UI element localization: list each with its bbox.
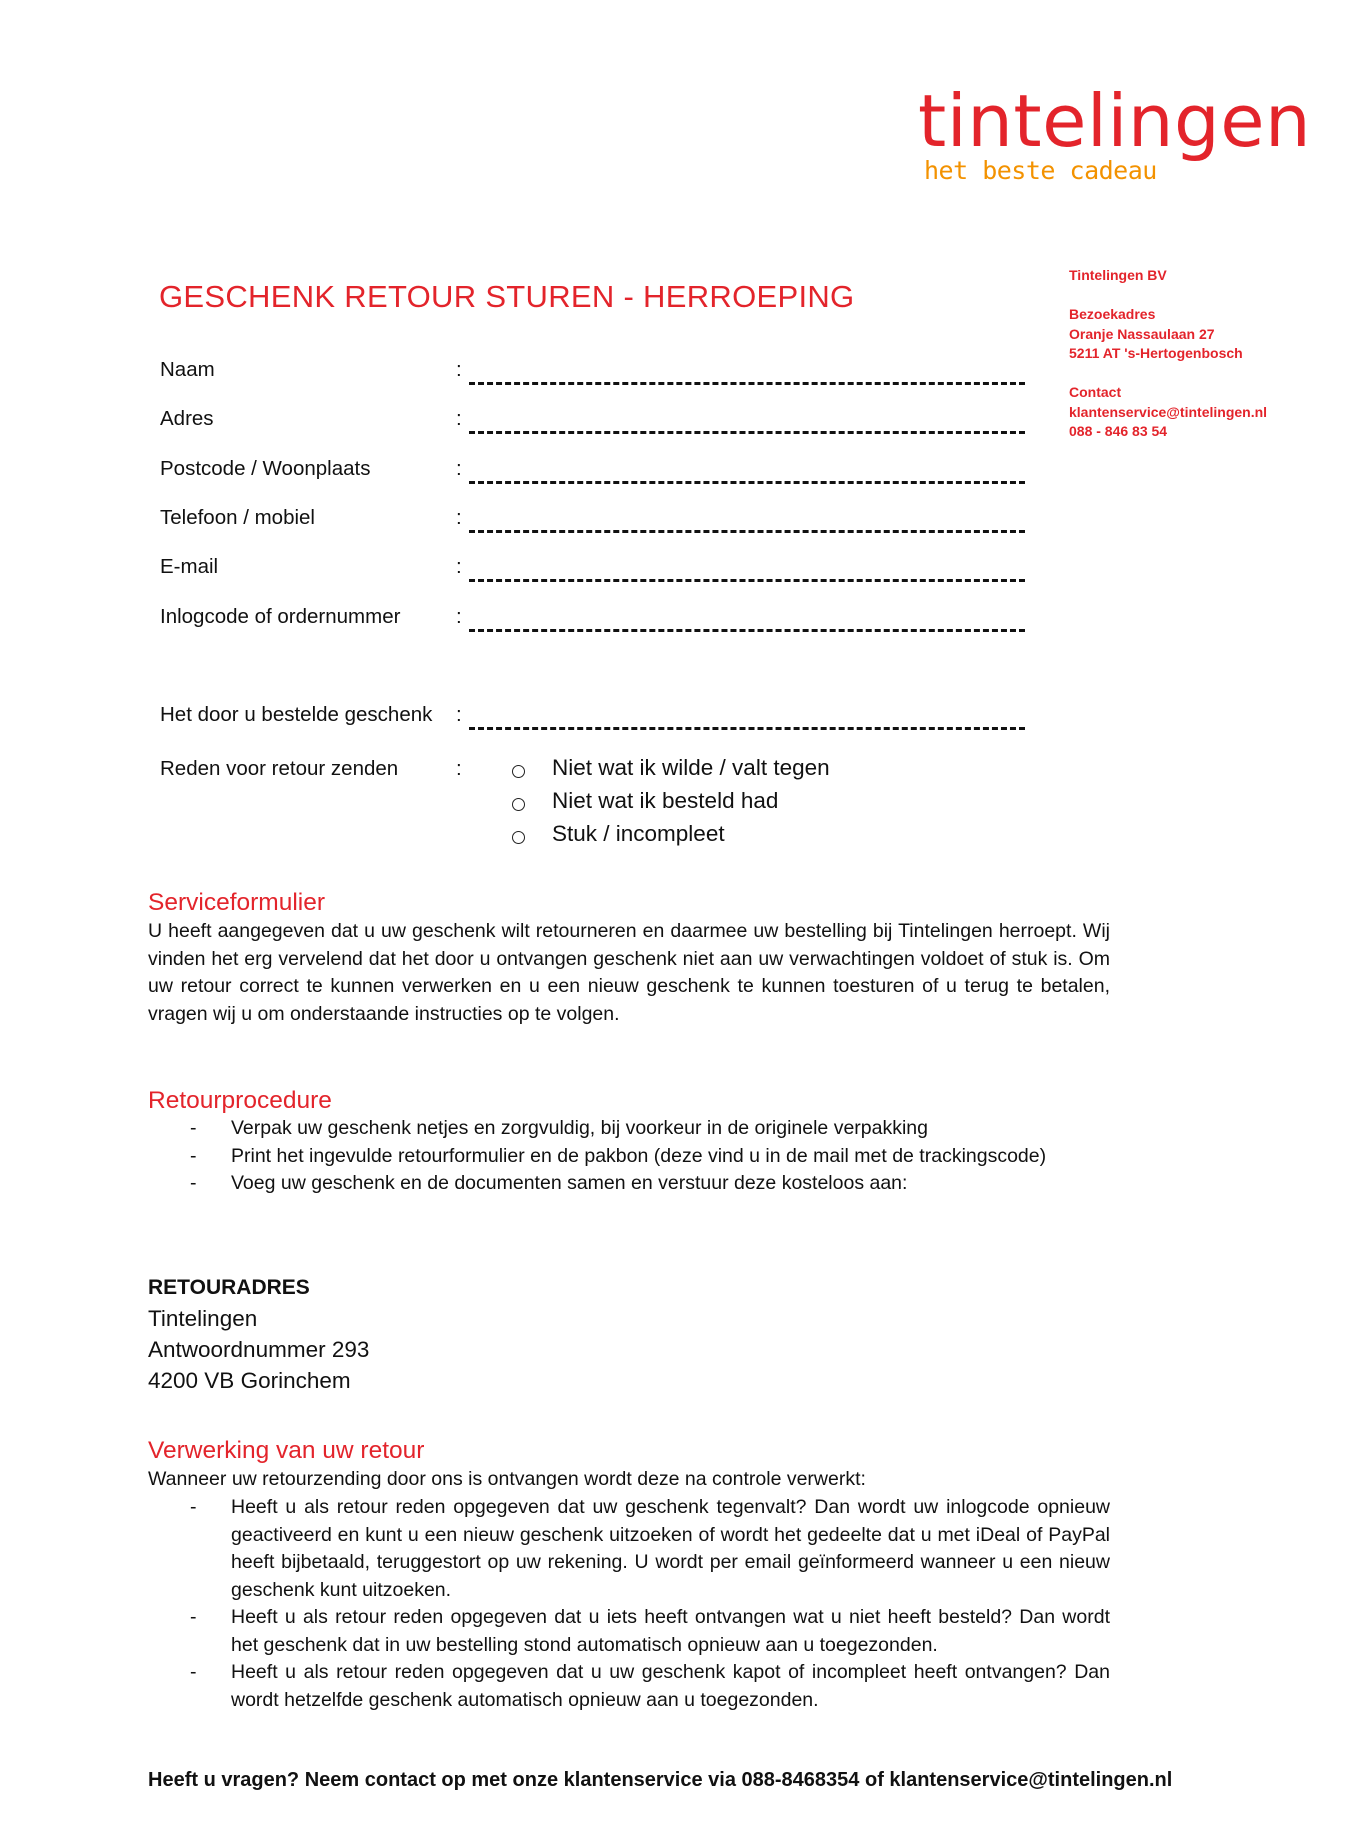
field-colon: : <box>456 703 462 726</box>
reason-text: Stuk / incompleet <box>552 821 725 846</box>
page-title: GESCHENK RETOUR STUREN - HERROEPING <box>159 279 855 314</box>
tintelingen-logo <box>918 79 1312 192</box>
company-name: Tintelingen BV <box>1069 267 1167 283</box>
field-naam[interactable] <box>0 357 1360 407</box>
list-item: - Heeft u als retour reden opgegeven dat u uw geschenk kapot of incompleet heeft ontvangen? Dan wordt hetzelfde geschenk automatisch opnieuw aan u toegezonden. <box>190 1661 1110 1711</box>
field-label: Inlogcode of ordernummer <box>160 605 401 628</box>
field-label: Het door u bestelde geschenk <box>160 703 433 726</box>
visit-city: 5211 AT 's-Hertogenbosch <box>1069 345 1243 361</box>
field-colon: : <box>456 757 462 780</box>
field-label: Postcode / Woonplaats <box>160 457 371 480</box>
list-item: - Voeg uw geschenk en de documenten samen en verstuur deze kosteloos aan: <box>190 1172 908 1194</box>
reason-label: Reden voor retour zenden <box>160 757 399 780</box>
field-colon: : <box>456 358 462 381</box>
field-email[interactable] <box>0 554 1360 604</box>
procedure-list <box>148 1115 1110 1198</box>
list-item: - Heeft u als retour reden opgegeven dat u iets heeft ontvangen wat u niet heeft besteld? Dan wordt het geschenk dat in uw bestelling stond automatisch opnieuw aan u toegezonden. <box>190 1606 1110 1656</box>
fill-in-line[interactable] <box>469 727 1025 730</box>
list-item: - Print het ingevulde retourformulier en de pakbon (deze vind u in de mail met de trackingscode) <box>190 1144 1047 1167</box>
fill-in-line[interactable] <box>469 579 1025 582</box>
reason-text: Niet wat ik wilde / valt tegen <box>552 755 830 780</box>
fill-in-line[interactable] <box>469 530 1025 533</box>
radio-circle-icon[interactable] <box>512 798 525 811</box>
field-colon: : <box>456 407 462 430</box>
field-adres[interactable] <box>0 406 1360 456</box>
list-item: - Heeft u als retour reden opgegeven dat uw geschenk tegenvalt? Dan wordt uw inlogcode opnieuw geactiveerd en kunt u een nieuw geschenk uitzoeken of wordt het gedeelte dat u met iDeal of PayPal heeft bijbetaald, teruggestort op uw rekening. U wordt per email geïnformeerd wanneer u een nieuw geschenk kunt uitzoeken. <box>190 1496 1110 1601</box>
field-label: Telefoon / mobiel <box>160 506 315 529</box>
processing-intro: Wanneer uw retourzending door ons is ontvangen wordt deze na controle verwerkt: <box>148 1468 866 1490</box>
return-address-title: RETOURADRES <box>148 1276 310 1299</box>
field-label: Naam <box>160 358 215 381</box>
contact-phone: 088 - 846 83 54 <box>1069 423 1168 439</box>
fill-in-line[interactable] <box>469 629 1025 632</box>
contact-email[interactable]: klantenservice@tintelingen.nl <box>1069 403 1268 420</box>
field-inlogcode[interactable] <box>0 604 1360 654</box>
fill-in-line[interactable] <box>469 481 1025 484</box>
fill-in-line[interactable] <box>469 431 1025 434</box>
processing-heading: Verwerking van uw retour <box>148 1437 425 1464</box>
visit-address-label: Bezoekadres <box>1069 306 1156 322</box>
field-colon: : <box>456 457 462 480</box>
service-text: U heeft aangegeven dat u uw geschenk wilt retourneren en daarmee uw bestelling bij Tintelingen herroept. Wij vinden het erg vervelend dat het door u ontvangen geschenk niet aan uw verwachtingen voldoet of stuk is. Om uw retour correct te kunnen verwerken en u een nieuw geschenk te kunnen toesturen of u terug te betalen, vragen wij u om onderstaande instructies op te volgen. <box>148 920 1110 1025</box>
field-colon: : <box>456 506 462 529</box>
reason-text: Niet wat ik besteld had <box>552 788 779 813</box>
field-geschenk[interactable] <box>0 702 1360 752</box>
field-telefoon[interactable] <box>0 505 1360 555</box>
field-colon: : <box>456 555 462 578</box>
return-address-line: Antwoordnummer 293 <box>148 1337 370 1362</box>
logo-wordmark: tintelingen <box>918 79 1312 163</box>
fill-in-line[interactable] <box>469 382 1025 385</box>
return-address-line: 4200 VB Gorinchem <box>148 1368 351 1393</box>
procedure-heading: Retourprocedure <box>148 1087 332 1114</box>
field-label: Adres <box>160 407 214 430</box>
footer-contact: Heeft u vragen? Neem contact op met onze klantenservice via 088-8468354 of klantenservice@tintelingen.nl <box>148 1769 1173 1791</box>
logo-tagline: het beste cadeau <box>924 156 1157 185</box>
visit-street: Oranje Nassaulaan 27 <box>1069 325 1215 342</box>
list-item: - Verpak uw geschenk netjes en zorgvuldig, bij voorkeur in de originele verpakking <box>190 1117 928 1139</box>
service-heading: Serviceformulier <box>148 889 325 916</box>
field-postcode-woonplaats[interactable] <box>0 456 1360 506</box>
return-address-line: Tintelingen <box>148 1306 258 1331</box>
field-colon: : <box>456 605 462 628</box>
radio-circle-icon[interactable] <box>512 831 525 844</box>
processing-list <box>148 1494 1110 1714</box>
field-label: E-mail <box>160 555 219 578</box>
radio-circle-icon[interactable] <box>512 765 525 778</box>
contact-label: Contact <box>1069 384 1122 400</box>
